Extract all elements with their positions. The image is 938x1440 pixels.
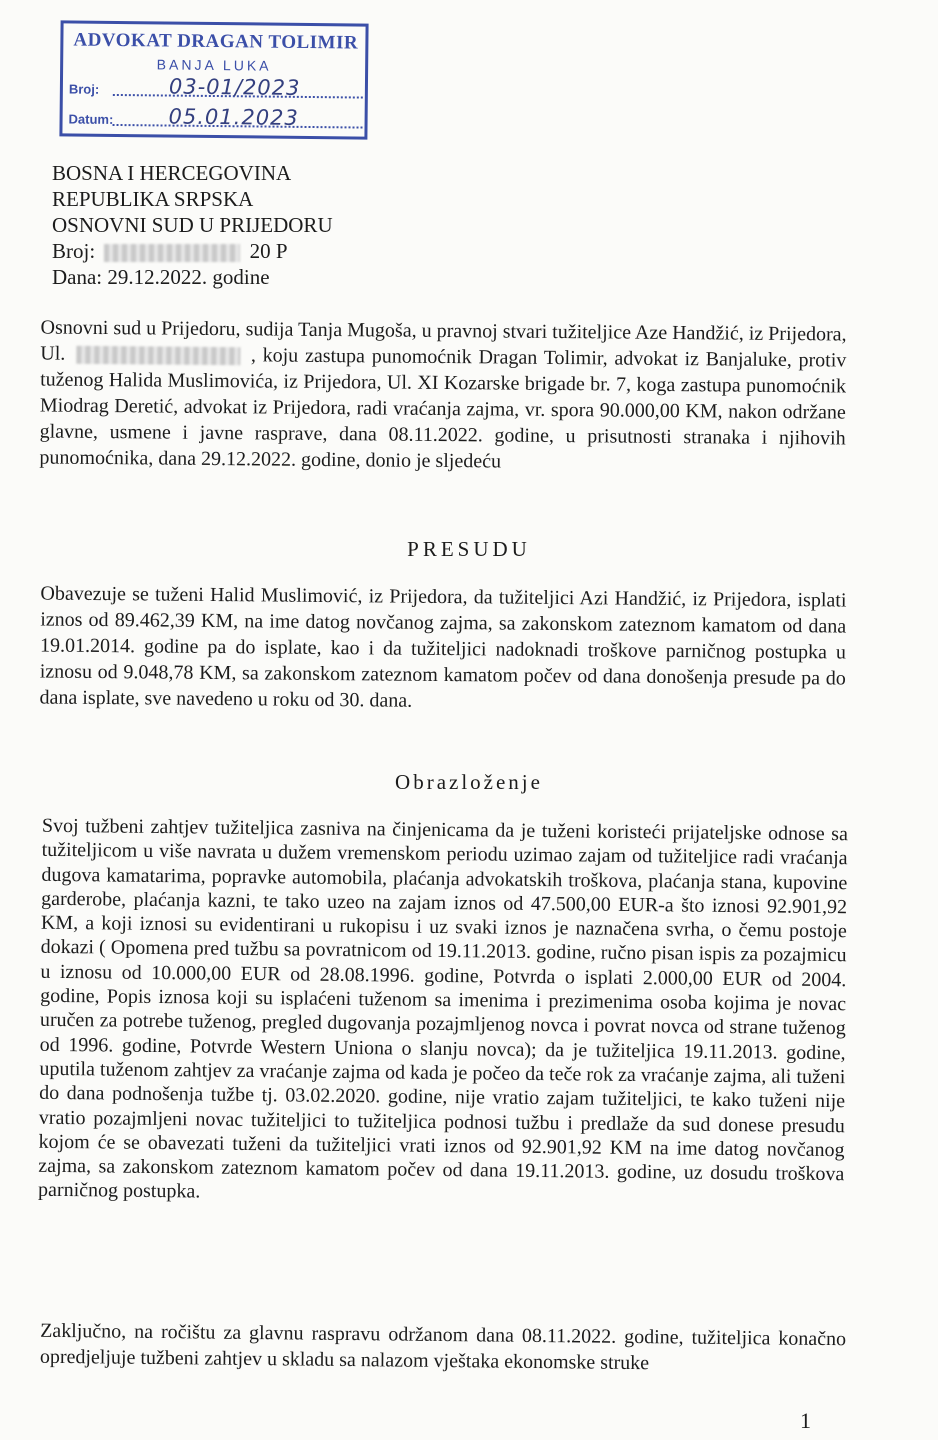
stamp-number-label: Broj: xyxy=(68,81,100,97)
header-case-number xyxy=(52,238,333,264)
intro-text-part1: Osnovni sud u Prijedoru, sudija Tanja Mugoša, u pravnoj stvari tužiteljice Aze Handžić, iz Prijedora, Ul. xyxy=(40,316,847,365)
stamp-number-row xyxy=(68,74,301,100)
redacted-case-number xyxy=(104,244,240,262)
header-court: OSNOVNI SUD U PRIJEDORU xyxy=(52,213,333,237)
stamp-date-value: 05.01.2023 xyxy=(168,104,299,130)
stamp-date-label: Datum: xyxy=(68,111,114,127)
intro-text-part2: , koju zastupa punomoćnik Dragan Tolimir, advokat iz Banjaluke, protiv tuženog Halida Muslimovića, iz Prijedora, Ul. XI Kozarske brigade br. 7, koga zastupa punomoćnik Miodrag Deretić, advokat iz Prijedora, radi vraćanja zajma, vr. spora 90.000,00 KM, nakon održane glavne, usmene i javne rasprave, dana 08.11.2022. godine, u prisutnosti stranaka i njihovih punomoćnika, dana 29.12.2022. godine, donio je sljedeću xyxy=(39,344,847,473)
stamp-number-value: 03-01/2023 xyxy=(168,74,301,100)
redacted-address xyxy=(76,346,240,365)
verdict-heading: PRESUDU xyxy=(407,537,531,561)
conclusion-paragraph: Zaključno, na ročištu za glavnu raspravu održanom dana 08.11.2022. godine, tužiteljica konačno opredjeljuje tužbeni zahtjev u skladu sa nalazom vještaka ekonomske struke xyxy=(39,1319,847,1375)
header-entity: REPUBLIKA SRPSKA xyxy=(52,187,254,211)
header-date: Dana: 29.12.2022. godine xyxy=(52,265,270,289)
reasoning-heading: Obrazloženje xyxy=(395,770,543,794)
stamp-city: BANJA LUKA xyxy=(156,56,272,74)
verdict-paragraph: Obavezuje se tuženi Halid Muslimović, iz Prijedora, da tužiteljici Azi Handžić, iz Prijedora, isplati iznos od 89.462,39 KM, na ime datog novčanog zajma, sa zakonskom zateznom kamatom od dana 19.01.2014. godine pa do isplate, kao i da tužiteljici nadoknadi troškove parničnog postupka u iznosu od 9.048,78 KM, sa zakonskom zateznom kamatom počev od dana donošenja presude pa do dana isplate, sve navedeno u roku od 30. dana. xyxy=(39,582,847,712)
case-number-suffix: 20 P xyxy=(249,239,288,263)
court-header xyxy=(52,160,333,290)
case-number-label: Broj: xyxy=(52,239,96,263)
lawyer-stamp xyxy=(59,20,368,139)
header-country: BOSNA I HERCEGOVINA xyxy=(52,161,292,185)
stamp-title: ADVOKAT DRAGAN TOLIMIR xyxy=(73,29,359,54)
intro-paragraph xyxy=(39,314,846,477)
page-number: 1 xyxy=(800,1408,811,1433)
stamp-date-row xyxy=(68,104,299,130)
reasoning-paragraph: Svoj tužbeni zahtjev tužiteljica zasniva na činjenicama da je tuženi koristeći prijateljske odnose sa tužiteljicom u više navrata u dužem vremenskom periodu uzimao zajam od tužiteljice radi vraćanja dugova kamatarima, popravke automobila, plaćanja advokatskih troškova, plaćanja stana, kupovine garderobe, plaćanja kazni, te tako uzeo na zajam iznos od 47.500,00 EUR-a što iznosi 92.901,92 KM, a koji iznosi su evidentirani u rukopisu i uz svaki iznos je naznačena svrha, o čemu postoje dokazi ( Opomena pred tužbu sa povratnicom od 19.11.2013. godine, ručno pisan ispis za pozajmicu u iznosu od 10.000,00 EUR od 28.08.1996. godine, Potvrda o isplati 2.000,00 EUR od 2004. godine, Popis iznosa koji su isplaćeni tuženom sa imenima i prezimenima osoba kojima je novac uručen za potrebe tuženog, pregled dugovanja pozajmljenog novca i povrat novca od strane tuženog od 1996. godine, Potvrde Western Uniona o slanju novca); da je tužiteljica 19.11.2013. godine, uputila tuženom zahtjev za vraćanje zajma od kada je počeo da teče rok za vraćanje zajma, ali tuženi do dana podnošenja tužbe tj. 03.02.2020. godine, nije vratio zajam tužiteljici, te kako tuženi nije vratio pozajmljeni novac tužiteljici to tužiteljica podnosi tužbu i predlaže da sud donese presudu kojom će se obavezati tuženi da tužiteljici vrati iznos od 92.901,92 KM na ime datog novčanog zajma, sa zakonskom zateznom kamatom počev od dana 19.11.2013. godine, uz dosudu troškova parničnog postupka. xyxy=(38,814,849,1203)
